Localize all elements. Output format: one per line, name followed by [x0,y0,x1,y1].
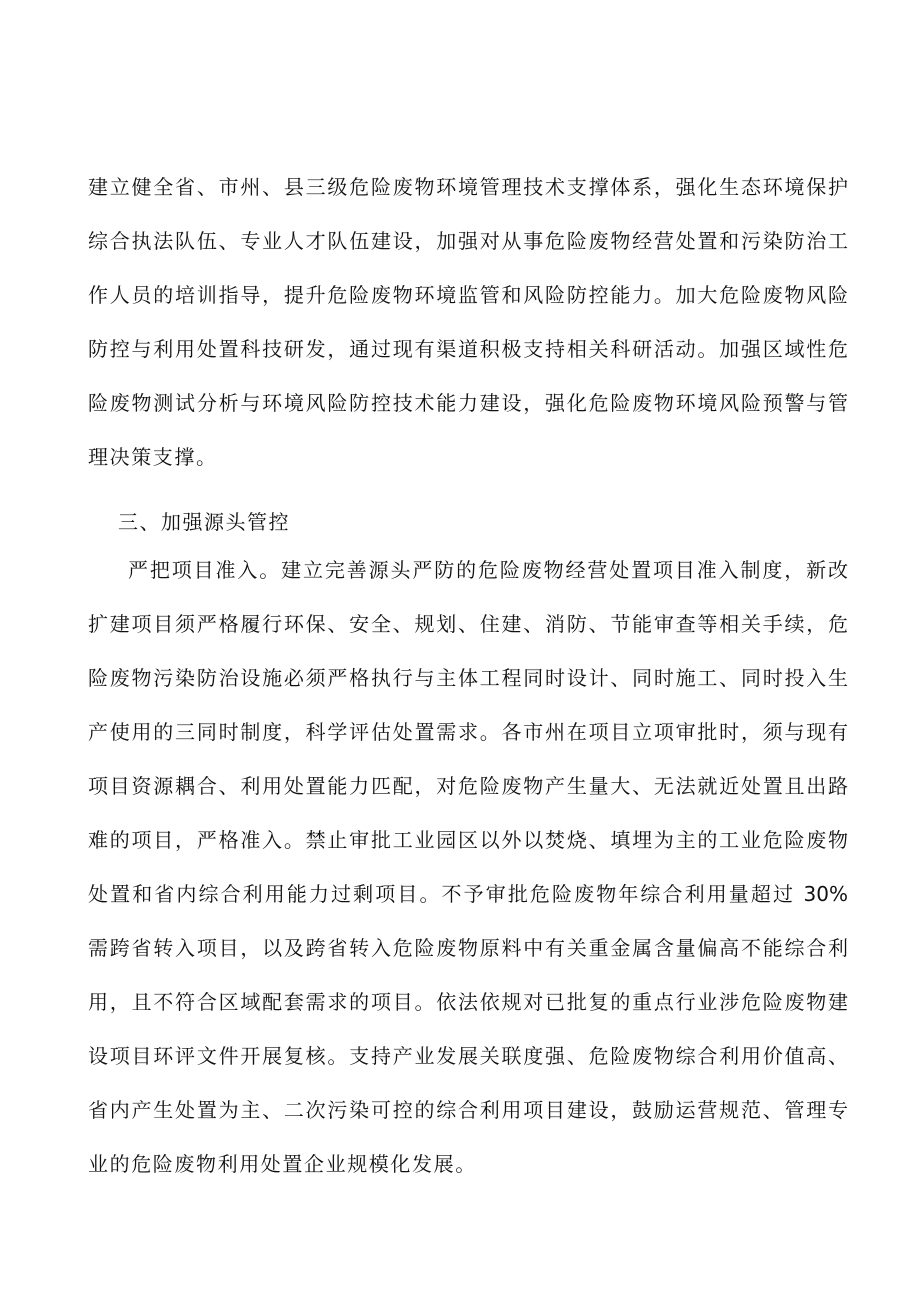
paragraph-line: 业的危险废物利用处置企业规模化发展。 [88,1152,477,1176]
paragraph-line: 用，且不符合区域配套需求的项目。依法依规对已批复的重点行业涉危险废物建 [88,990,848,1014]
paragraph-line: 需跨省转入项目，以及跨省转入危险废物原料中有关重金属含量偏高不能综合利 [88,936,848,960]
paragraph-line: 项目资源耦合、利用处置能力匹配，对危险废物产生量大、无法就近处置且出路 [88,774,848,798]
paragraph-line: 省内产生处置为主、二次污染可控的综合利用项目建设，鼓励运营规范、管理专 [88,1098,848,1122]
paragraph-line: 设项目环评文件开展复核。支持产业发展关联度强、危险废物综合利用价值高、 [88,1044,848,1068]
paragraph-line: 扩建项目须严格履行环保、安全、规划、住建、消防、节能审查等相关手续，危 [88,612,848,636]
paragraph-line: 防控与利用处置科技研发，通过现有渠道积极支持相关科研活动。加强区域性危 [88,337,848,361]
paragraph-line: 建立健全省、市州、县三级危险废物环境管理技术支撑体系，强化生态环境保护 [88,175,848,199]
paragraph-line: 综合执法队伍、专业人才队伍建设，加强对从事危险废物经营处置和污染防治工 [88,229,848,253]
paragraph-line: 严把项目准入。建立完善源头严防的危险废物经营处置项目准入制度，新改 [128,558,848,582]
paragraph-line: 险废物污染防治设施必须严格执行与主体工程同时设计、同时施工、同时投入生 [88,666,848,690]
paragraph-line: 产使用的三同时制度，科学评估处置需求。各市州在项目立项审批时，须与现有 [88,720,848,744]
paragraph-line: 险废物测试分析与环境风险防控技术能力建设，强化危险废物环境风险预警与管 [88,391,848,415]
section-heading: 三、加强源头管控 [118,510,290,534]
paragraph-line: 难的项目，严格准入。禁止审批工业园区以外以焚烧、填埋为主的工业危险废物 [88,828,848,852]
paragraph-line: 作人员的培训指导，提升危险废物环境监管和风险防控能力。加大危险废物风险 [88,283,848,307]
paragraph-line: 理决策支撑。 [88,445,218,469]
paragraph-line: 处置和省内综合利用能力过剩项目。不予审批危险废物年综合利用量超过 30% [88,882,848,906]
